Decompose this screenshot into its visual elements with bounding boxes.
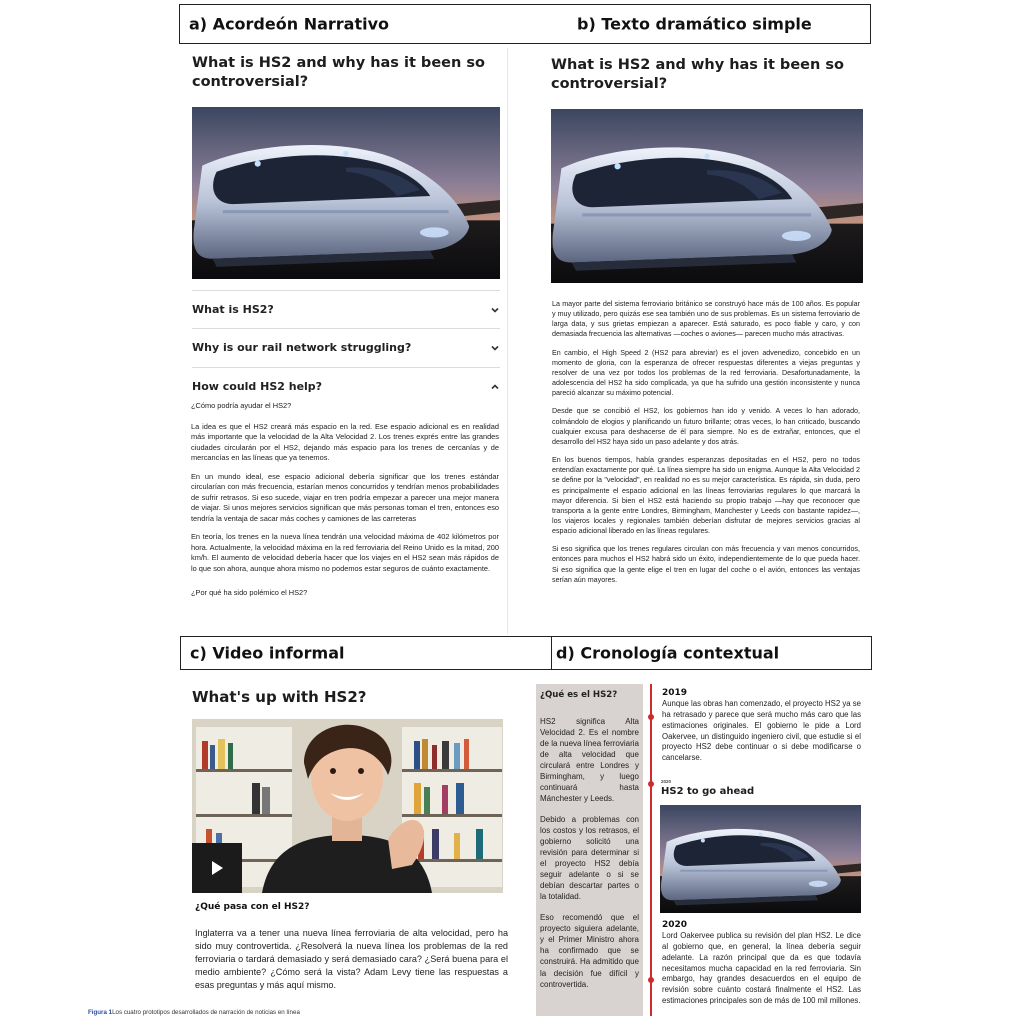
timeline-entry-2019 xyxy=(662,687,861,764)
accordion-item-how-could-help[interactable] xyxy=(192,367,500,405)
figure-caption xyxy=(88,1009,300,1016)
paragraph: Desde que se concibió el HS2, los gobiernos han ido y venido. A veces lo han adorado, colmándolo de elogios y planificando un futuro brillante; otras veces, lo han criticado, buscando cualquier excusa para deshacerse de él para siempre. No es de extrañar, entonces, que el desarrollo del HS2 haya sido un paso adelante y dos atrás. xyxy=(552,407,860,446)
accordion-label: How could HS2 help? xyxy=(192,380,323,393)
panel-a-headline: What is HS2 and why has it been so controversial? xyxy=(192,55,485,91)
timeline-card-headline: HS2 to go ahead xyxy=(661,786,755,797)
header-d: d) Cronología contextual xyxy=(556,643,780,663)
timeline-dot xyxy=(648,977,654,983)
caption-text: Los cuatro prototipos desarrollados de narración de noticias en línea xyxy=(112,1009,300,1016)
timeline-train-image xyxy=(660,805,861,913)
timeline-line xyxy=(650,684,652,1016)
column-divider xyxy=(507,48,508,634)
accordion-label: What is HS2? xyxy=(192,303,274,316)
header-c: c) Video informal xyxy=(190,643,345,663)
paragraph: Si eso significa que los trenes regulares circulan con más frecuencia y van menos concurridos, entonces para muchos el HS2 habrá sido un éxito, independientemente de lo que pueda hacer. Si eso significa que la gente elige el tren en lugar del coche o el avión, entonces las ventajas serían aún mayores. xyxy=(552,545,860,584)
timeline-dot xyxy=(648,781,654,787)
panel-b-headline: What is HS2 and why has it been so controversial? xyxy=(551,57,844,93)
entry-text: Aunque las obras han comenzado, el proyecto HS2 ya se ha retrasado y parece que será mucho más caro que las estimaciones originales. El gobierno le pide a Lord Oakervee, un distinguido ingeniero civil, que estudie si el proyecto HS2 debe continuar o si debe modificarse o cancelarse. xyxy=(662,699,861,763)
timeline-small-year: 2020 xyxy=(661,779,672,784)
header-c-box xyxy=(180,636,552,670)
accordion-label: Why is our rail network struggling? xyxy=(192,341,412,354)
accordion-item-rail-network[interactable] xyxy=(192,328,500,366)
timeline-entry-2020 xyxy=(662,919,861,1007)
header-d-box xyxy=(551,636,872,670)
video-player[interactable] xyxy=(192,719,503,893)
caption-label: Figura 1 xyxy=(88,1009,113,1016)
sidebar-paragraph: Eso recomendó que el proyecto siguiera adelante, y el Primer Ministro ahora ha confirmado que se construirá. Ha admitido que la decisión fue difícil y controvertida. xyxy=(540,913,639,989)
entry-text: Lord Oakervee publica su revisión del plan HS2. Le dice al gobierno que, en general, la línea debería seguir adelante. La razón principal que da es que todavía necesitamos mucha capacidad en la red ferroviaria. Sin embargo, hay grandes desacuerdos en el equipo de revisión sobre cuánto costará finalmente el HS2. Las estimaciones principales son de más de 100 mil millones. xyxy=(662,931,861,1005)
chevron-down-icon xyxy=(490,343,500,353)
panel-a-train-image xyxy=(192,107,500,279)
play-icon xyxy=(209,860,225,876)
sidebar-paragraph: Debido a problemas con los costos y los retrasos, el gobierno solicitó una revisión para determinar si el proyecto HS2 debía seguir adelante o si se debían descartar partes o la totalidad. xyxy=(540,815,639,902)
panel-a-expanded-content xyxy=(191,401,499,607)
next-question[interactable]: ¿Por qué ha sido polémico el HS2? xyxy=(191,588,308,598)
panel-b-train-image xyxy=(551,109,863,283)
video-title: ¿Qué pasa con el HS2? xyxy=(195,902,310,912)
paragraph: En un mundo ideal, ese espacio adicional debería significar que los trenes estándar circularían con más frecuencia, estarían menos concurridos y tendrían menos probabilidades de sufrir retrasos. Si eso sucede, viajar en tren podría empezar a parecer una mejor manera de viajar. Si unos mejores servicios significan que más personas toman el tren, entonces eso tendría la ventaja de sacar más coches y camiones de las carreteras xyxy=(191,471,499,523)
panel-b-body xyxy=(552,299,860,593)
expanded-question: ¿Cómo podría ayudar el HS2? xyxy=(191,401,292,410)
accordion-item-what-is-hs2[interactable] xyxy=(192,290,500,328)
paragraph: En los buenos tiempos, había grandes esperanzas depositadas en el HS2, pero no todos entendían exactamente por qué. La línea siempre ha sido un enigma. Aunque la Alta Velocidad 2 se define por la "velocidad", en realidad no es su mejor característica. Es rápida, sin duda, pero es principalmente el espacio adicional en las líneas ferroviarias regulares lo que marcará la mayor diferencia. Si bien el HS2 está haciendo su propio trabajo —hay que reconocer que transporta a la gente entre Londres, Birmingham, Manchester y Leeds con bastante rapidez—, los viajeros locales y regionales también deberían disfrutar de mejores servicios gracias al espacio adicional liberado en las líneas regulares. xyxy=(552,456,860,536)
entry-year: 2019 xyxy=(662,688,688,698)
paragraph: La mayor parte del sistema ferroviario británico se construyó hace más de 100 años. Es popular y muy utilizado, pero quizás ese sea también uno de sus problemas. Es un sistema ferroviario de larga data, y sus grietas empiezan a aparecer. Está saturado, es poco fiable y caro, y con demasiada frecuencia las alternativas —coches o aviones— parecen mucho más atractivas. xyxy=(552,300,860,339)
chevron-up-icon xyxy=(490,382,500,392)
paragraph: En teoría, los trenes en la nueva línea tendrán una velocidad máxima de 402 kilómetros por hora. Actualmente, la velocidad máxima en la red ferroviaria del Reino Unido es la mitad, 200 km/h. El aumento de velocidad debería hacer que los viajes en el HS2 sean más rápidos de lo que son ahora, aunque ahora mismo no podemos estar seguros de cuánto exactamente. xyxy=(191,532,499,573)
paragraph: La idea es que el HS2 creará más espacio en la red. Ese espacio adicional es en realidad más importante que la velocidad de la Alta Velocidad 2. Los trenes exprés entre las grandes ciudades circularán por el HS2, dejando más espacio para los trenes de cercanías y de mercancías en las líneas que ya tenemos. xyxy=(191,421,499,463)
sidebar-title: ¿Qué es el HS2? xyxy=(540,690,618,700)
sidebar-paragraph: HS2 significa Alta Velocidad 2. Es el nombre de la nueva línea ferroviaria de alta velocidad que circulará entre Londres y Birmingham, y luego continuará hasta Mánchester y Leeds. xyxy=(540,716,639,804)
play-button[interactable] xyxy=(192,843,242,893)
header-a: a) Acordeón Narrativo xyxy=(189,14,390,34)
header-b: b) Texto dramático simple xyxy=(577,14,812,34)
paragraph: En cambio, el High Speed 2 (HS2 para abreviar) es el joven advenedizo, concebido en un momento de gloria, con la esperanza de ofrecer respuestas diferentes a viejas preguntas y resolver de una vez por todos los problemas de la red ferroviaria. Desafortunadamente, la adolescencia del HS2 ha sido complicada, ya que ha sufrido una gestión inconsistente y nunca pareció alcanzar su máximo potencial. xyxy=(552,348,860,398)
entry-year: 2020 xyxy=(662,920,688,930)
video-description: Inglaterra va a tener una nueva línea ferroviaria de alta velocidad, pero ha sido muy controvertida. ¿Resolverá la nueva línea los problemas de la red ferroviaria o tardará demasiado y será demasiado cara? ¿Será buena para el medio ambiente? ¿Cómo será la vista? Adam Levy tiene las respuestas a esas preguntas y más aquí mismo. xyxy=(195,928,508,990)
timeline-dot xyxy=(648,714,654,720)
chevron-down-icon xyxy=(490,305,500,315)
panel-c-headline: What's up with HS2? xyxy=(192,688,367,706)
header-top xyxy=(179,4,871,44)
timeline-sidebar xyxy=(536,684,643,1016)
